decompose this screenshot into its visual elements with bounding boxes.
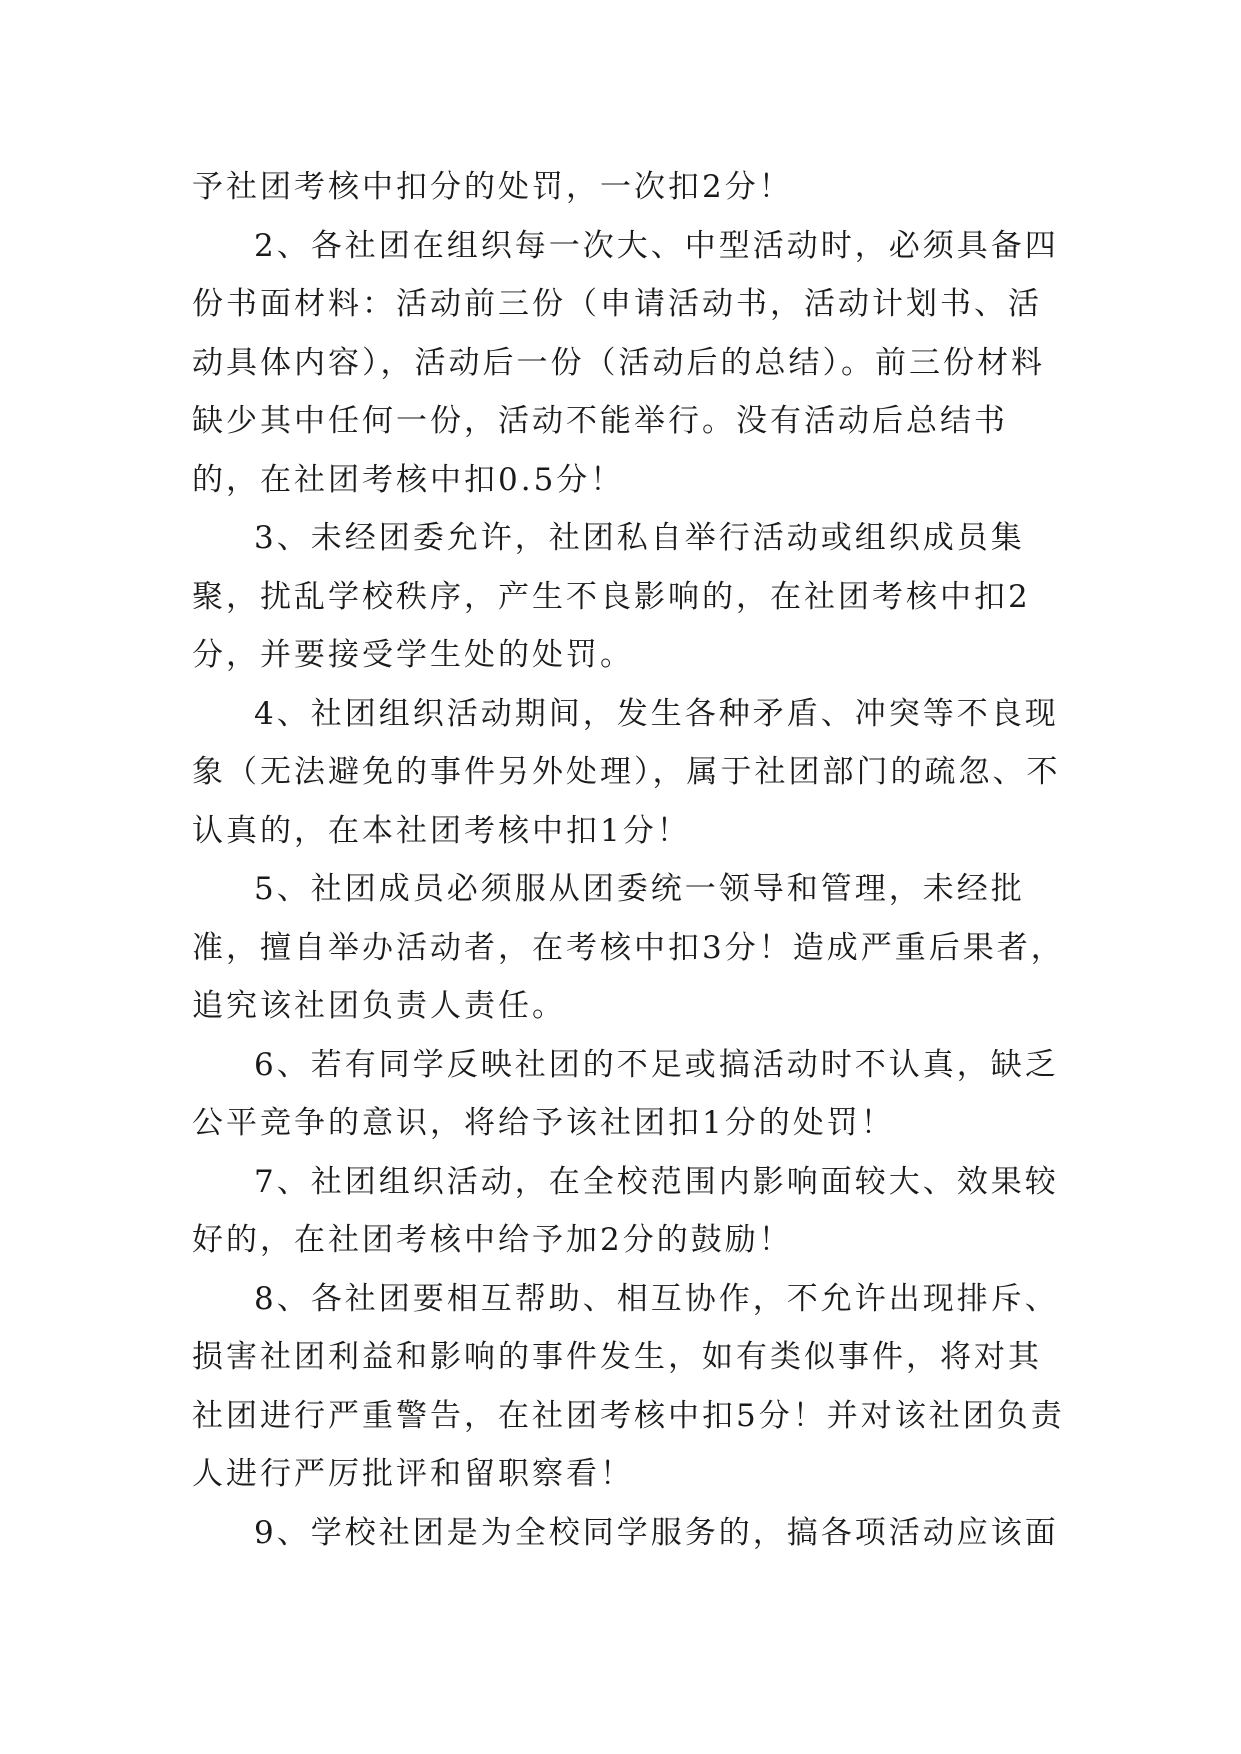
paragraph-rule-6: 6、若有同学反映社团的不足或搞活动时不认真，缺乏公平竞争的意识，将给予该社团扣1分的处罚！ bbox=[192, 1046, 1059, 1141]
paragraph-rule-7: 7、社团组织活动，在全校范围内影响面较大、效果较好的，在社团考核中给予加2分的鼓励！ bbox=[192, 1163, 1059, 1258]
paragraph-continuation: 予社团考核中扣分的处罚，一次扣2分！ bbox=[192, 169, 793, 205]
paragraph-rule-4: 4、社团组织活动期间，发生各种矛盾、冲突等不良现象（无法避免的事件另外处理），属于社团部门的疏忽、不认真的，在本社团考核中扣1分！ bbox=[192, 695, 1061, 849]
paragraph-rule-5: 5、社团成员必须服从团委统一领导和管理，未经批准，擅自举办活动者，在考核中扣3分！造成严重后果者，追究该社团负责人责任。 bbox=[192, 871, 1065, 1024]
paragraph-rule-2: 2、各社团在组织每一次大、中型活动时，必须具备四份书面材料：活动前三份（申请活动书，活动计划书、活动具体内容），活动后一份（活动后的总结）。前三份材料缺少其中任何一份，活动不能举行。没有活动后总结书的，在社团考核中扣0.5分！ bbox=[192, 227, 1059, 498]
document-body bbox=[192, 158, 1072, 1562]
paragraph-rule-3: 3、未经团委允许，社团私自举行活动或组织成员集聚，扰乱学校秩序，产生不良影响的，在社团考核中扣2分，并要接受学生处的处罚。 bbox=[192, 520, 1031, 673]
paragraph-rule-8: 8、各社团要相互帮助、相互协作，不允许出现排斥、损害社团利益和影响的事件发生，如有类似事件，将对其社团进行严重警告，在社团考核中扣5分！并对该社团负责人进行严厉批评和留职察看！ bbox=[192, 1280, 1065, 1492]
paragraph-rule-9: 9、学校社团是为全校同学服务的，搞各项活动应该面 bbox=[254, 1514, 1059, 1551]
